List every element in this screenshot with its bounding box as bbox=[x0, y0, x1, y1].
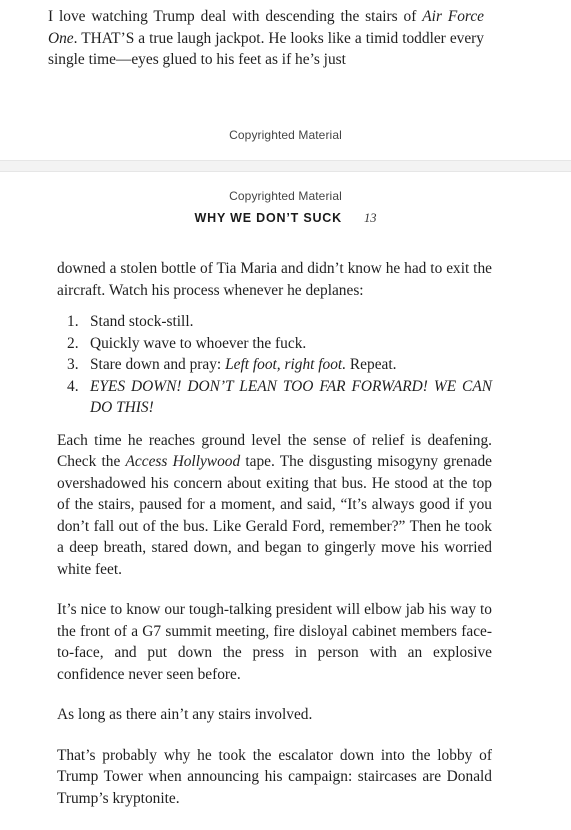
previous-page-paragraph bbox=[48, 6, 484, 71]
paragraph-text: tape. The disgusting misogyny grenade overshadowed his concern about exiting that bus. He stood at the top of the stairs, paused for a moment, and said, “It’s always good if you don’t fall out of the bus. Like Gerald Ford, remember?” Then he took a deep breath, stared down, and began to gingerly move his worried white feet. bbox=[57, 453, 492, 578]
list-text-italic: Left foot, right foot. bbox=[225, 356, 347, 373]
list-text: Quickly wave to whoever the fuck. bbox=[90, 334, 307, 352]
paragraph-2 bbox=[57, 430, 492, 581]
paragraph-4: As long as there ain’t any stairs involved. bbox=[57, 706, 313, 723]
list-text: Stand stock-still. bbox=[90, 313, 194, 330]
list-item bbox=[57, 333, 492, 355]
list-number: 2. bbox=[67, 334, 79, 352]
list-text-italic: EYES DOWN! DON’T LEAN TOO FAR FORWARD! WE CAN DO THIS! bbox=[90, 377, 492, 416]
previous-page bbox=[0, 0, 571, 160]
paragraph-text: I love watching Trump deal with descending the stairs of bbox=[48, 8, 423, 25]
copyright-notice-bottom: Copyrighted Material bbox=[229, 189, 342, 203]
page-divider bbox=[0, 160, 571, 172]
paragraph-5: That’s probably why he took the escalator down into the lobby of Trump Tower when announcing his campaign: staircases are Donald Trump’s kryptonite. bbox=[57, 746, 492, 807]
paragraph-3: It’s nice to know our tough-talking president will elbow jab his way to the front of a G7 summit meeting, fire disloyal cabinet members face-to-face, and put down the press in person with an explosive confidence never seen before. bbox=[57, 601, 492, 683]
chapter-title: WHY WE DON’T SUCK bbox=[194, 211, 342, 225]
page-number: 13 bbox=[363, 211, 377, 225]
page-body bbox=[57, 258, 492, 809]
paragraph-text: Each time he reaches ground level the sense of relief is deafening. Check the bbox=[57, 431, 492, 470]
copyright-notice-top: Copyrighted Material bbox=[229, 128, 342, 142]
paragraph-text: . THAT’S a true laugh jackpot. He looks like a timid toddler every single time—eyes glued to his feet as if he’s just bbox=[48, 29, 484, 68]
list-number: 4. bbox=[67, 377, 79, 395]
list-text: Repeat. bbox=[346, 356, 397, 373]
list-text: Stare down and pray: bbox=[90, 356, 226, 373]
list-number: 3. bbox=[67, 356, 79, 373]
list-item bbox=[57, 311, 492, 333]
running-header bbox=[0, 211, 571, 226]
paragraph-italic-title: Access Hollywood bbox=[125, 453, 241, 470]
paragraph-italic-title: Air Force One bbox=[48, 8, 484, 47]
paragraph-1: downed a stolen bottle of Tia Maria and didn’t know he had to exit the aircraft. Watch his process whenever he deplanes: bbox=[57, 260, 492, 299]
list-number: 1. bbox=[67, 313, 79, 330]
list-item bbox=[57, 376, 492, 419]
list-item bbox=[57, 354, 492, 376]
steps-list bbox=[57, 311, 492, 419]
